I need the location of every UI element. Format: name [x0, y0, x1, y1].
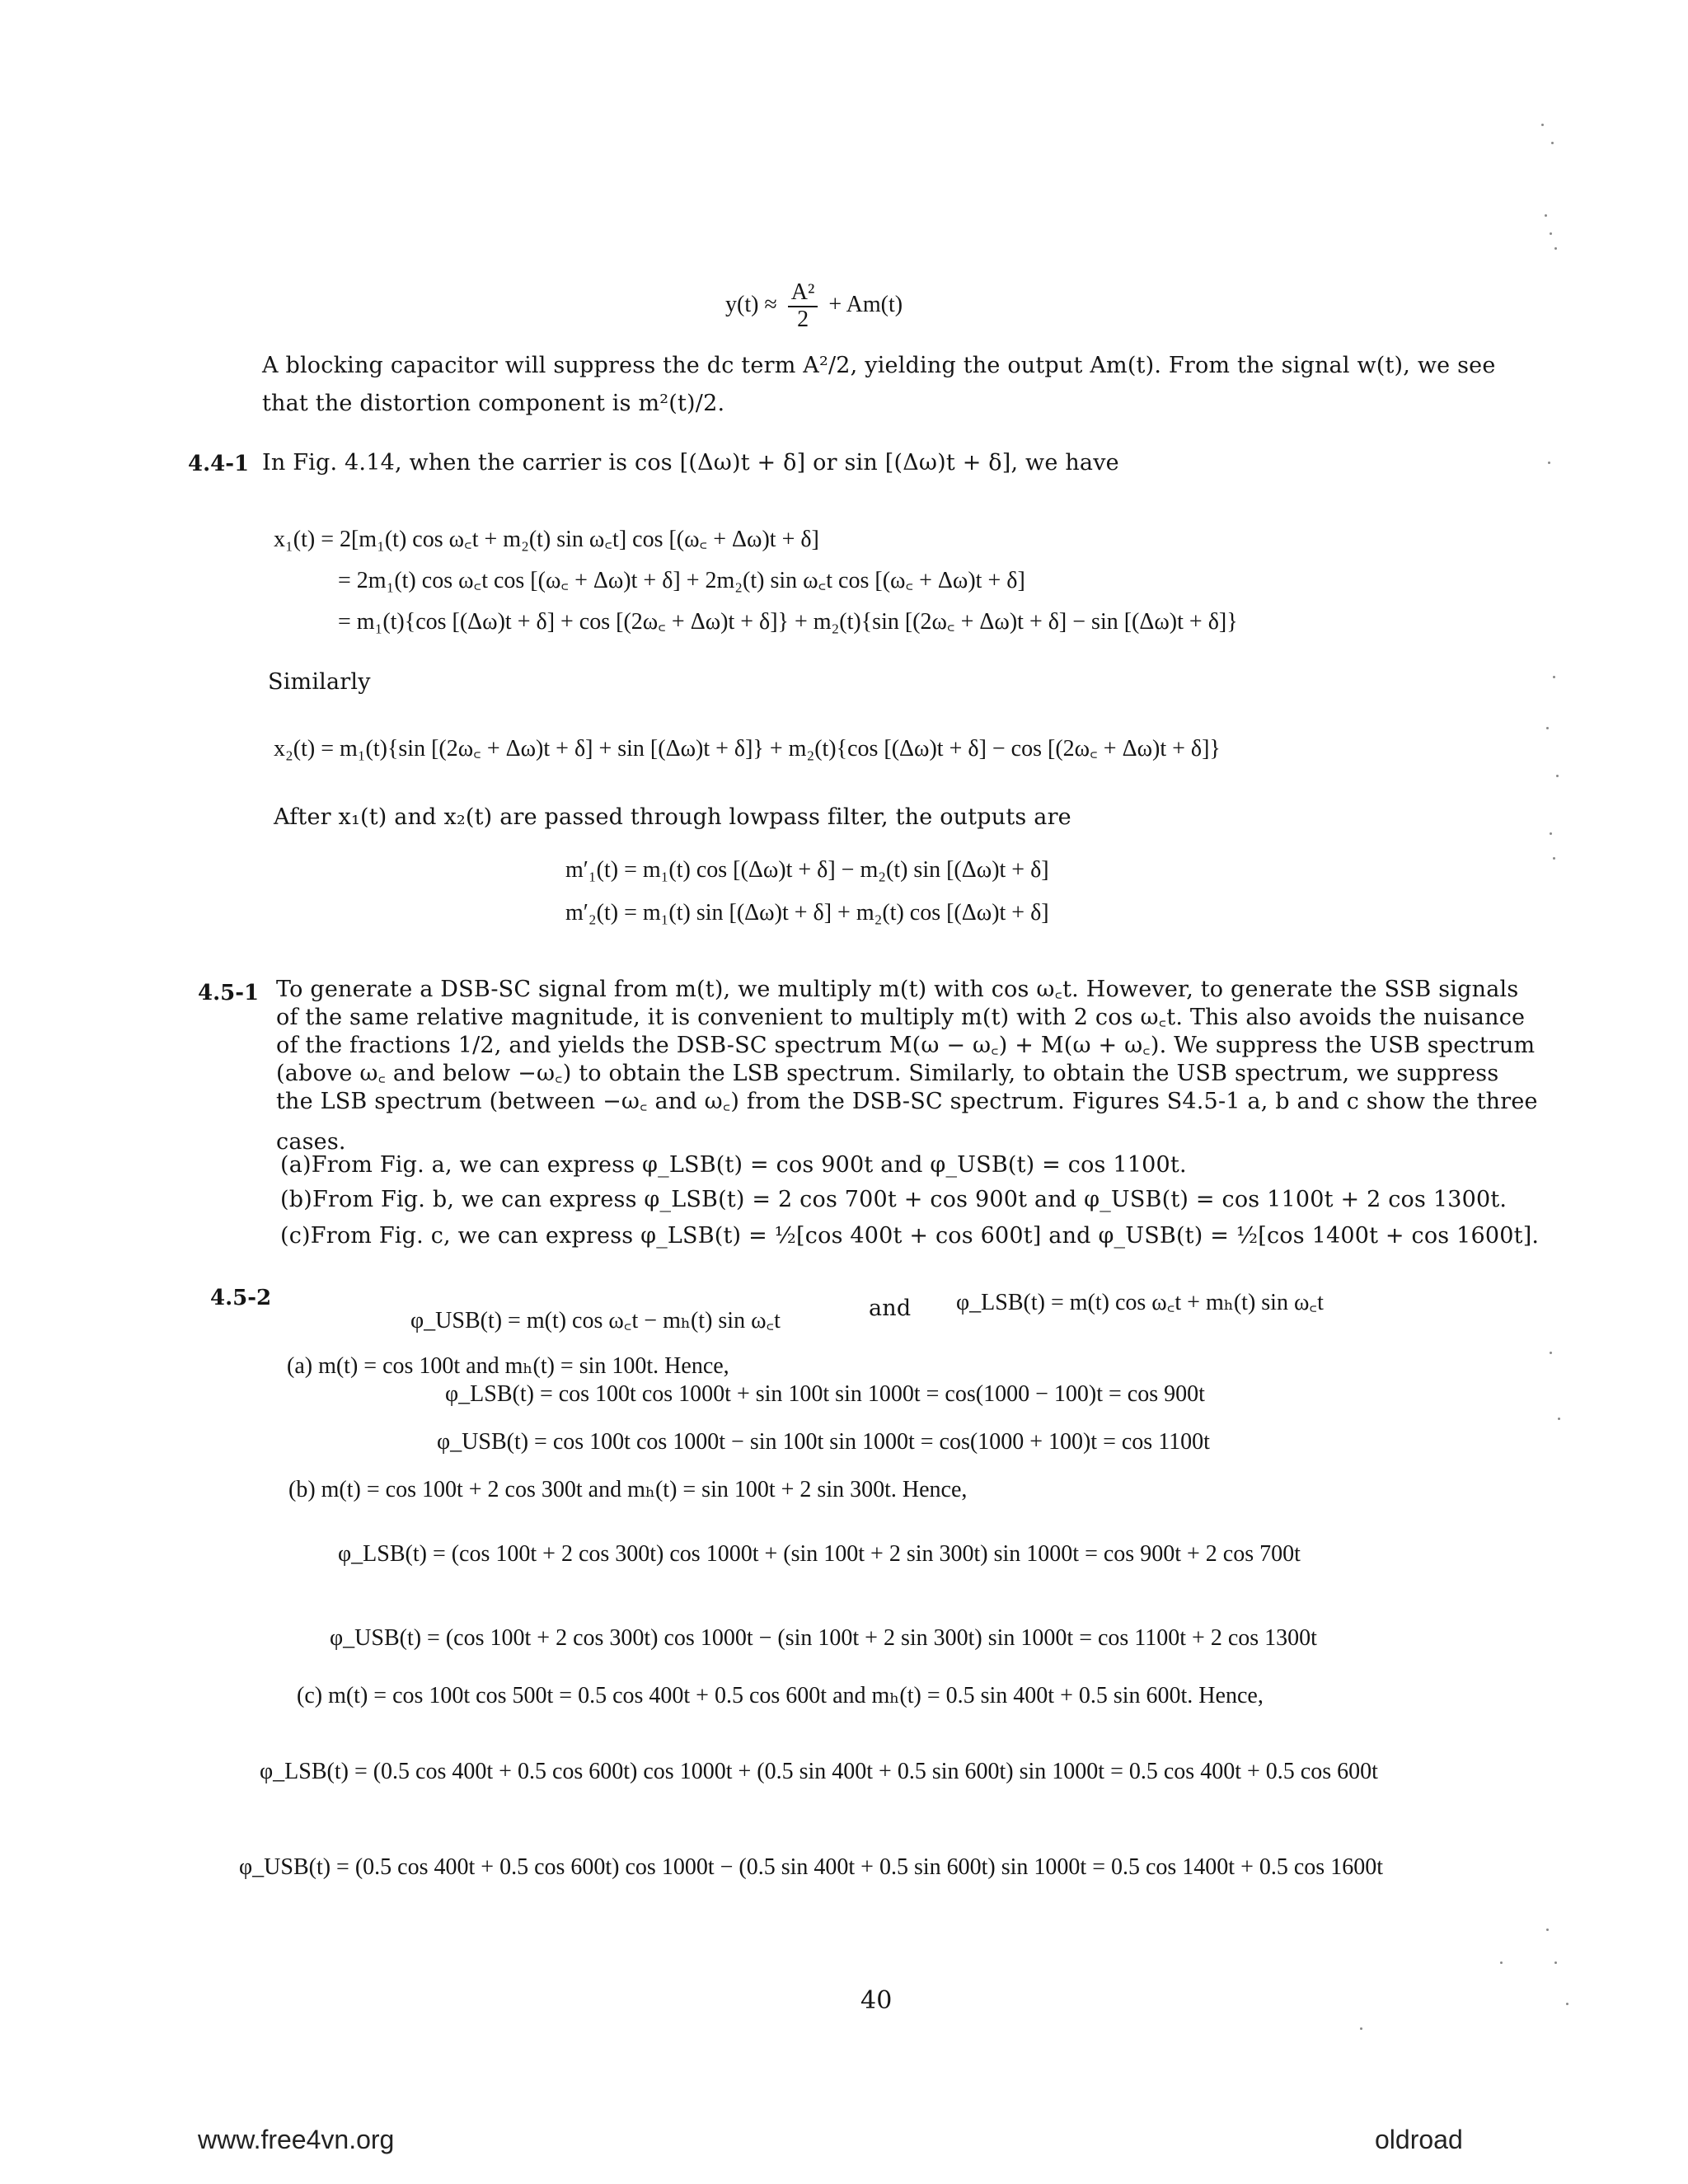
problem-4-5-1-part-a: (a)From Fig. a, we can express φ_LSB(t) = cos 900t and φ_USB(t) = cos 1100t. — [280, 1152, 1187, 1178]
part-b-usb: φ_USB(t) = (cos 100t + 2 cos 300t) cos 1000t − (sin 100t + 2 sin 300t) sin 1000t = cos 1100t + 2 cos 1300t — [330, 1625, 1317, 1651]
part-c-intro: (c) m(t) = cos 100t cos 500t = 0.5 cos 400t + 0.5 cos 600t and mₕ(t) = 0.5 sin 400t + 0.5 sin 600t. Hence, — [297, 1683, 1264, 1708]
problem-4-5-1-line-3: of the fractions 1/2, and yields the DSB-SC spectrum M(ω − ω꜀) + M(ω + ω꜀). We suppress the USB spectrum — [276, 1033, 1536, 1058]
top-equation-lhs: y(t) ≈ — [725, 292, 777, 318]
part-a-usb: φ_USB(t) = cos 100t cos 1000t − sin 100t sin 1000t = cos(1000 + 100)t = cos 1100t — [437, 1429, 1210, 1455]
problem-4-5-1-line-6: cases. — [276, 1129, 346, 1155]
problem-4-5-1-line-2: of the same relative magnitude, it is convenient to multiply m(t) with 2 cos ω꜀t. This also avoids the nuisance — [276, 1005, 1526, 1030]
part-c-lsb: φ_LSB(t) = (0.5 cos 400t + 0.5 cos 600t) cos 1000t + (0.5 sin 400t + 0.5 sin 600t) sin 1000t = 0.5 cos 400t + 0.5 cos 600t — [260, 1759, 1378, 1784]
problem-label-4-4-1: 4.4-1 — [188, 452, 250, 476]
fraction-denominator: 2 — [797, 306, 809, 332]
part-b-lsb: φ_LSB(t) = (cos 100t + 2 cos 300t) cos 1000t + (sin 100t + 2 sin 300t) sin 1000t = cos 900t + 2 cos 700t — [338, 1541, 1301, 1567]
part-c-usb: φ_USB(t) = (0.5 cos 400t + 0.5 cos 600t) cos 1000t − (0.5 sin 400t + 0.5 sin 600t) sin 1000t = 0.5 cos 1400t + 0.5 cos 1600t — [239, 1854, 1383, 1880]
footer-left-url[interactable]: www.free4vn.org — [198, 2125, 395, 2154]
x1-equation-line-1: x₁(t) = 2[m₁(t) cos ω꜀t + m₂(t) sin ω꜀t] cos [(ω꜀ + Δω)t + δ] — [274, 527, 819, 552]
x1-equation-line-3: = m₁(t){cos [(Δω)t + δ] + cos [(2ω꜀ + Δω)t + δ]} + m₂(t){sin [(2ω꜀ + Δω)t + δ] − sin [(Δω)t + δ]} — [338, 609, 1238, 635]
footer-right-text: oldroad — [1375, 2125, 1463, 2154]
part-a-lsb: φ_LSB(t) = cos 100t cos 1000t + sin 100t sin 1000t = cos(1000 − 100)t = cos 900t — [445, 1381, 1205, 1407]
fraction — [788, 280, 818, 333]
m2-prime-equation: m′₂(t) = m₁(t) sin [(Δω)t + δ] + m₂(t) cos [(Δω)t + δ] — [565, 900, 1049, 926]
m1-prime-equation: m′₁(t) = m₁(t) cos [(Δω)t + δ] − m₂(t) sin [(Δω)t + δ] — [565, 857, 1049, 883]
usb-definition: φ_USB(t) = m(t) cos ω꜀t − mₕ(t) sin ω꜀t — [410, 1308, 781, 1333]
problem-4-5-1-line-1: To generate a DSB-SC signal from m(t), we multiply m(t) with cos ω꜀t. However, to generate the SSB signals — [276, 977, 1519, 1002]
top-equation — [725, 280, 903, 333]
after-filter-text: After x₁(t) and x₂(t) are passed through lowpass filter, the outputs are — [274, 804, 1071, 830]
problem-label-4-5-1: 4.5-1 — [198, 981, 260, 1005]
problem-label-4-5-2: 4.5-2 — [210, 1286, 272, 1310]
x1-equation-line-2: = 2m₁(t) cos ω꜀t cos [(ω꜀ + Δω)t + δ] + 2m₂(t) sin ω꜀t cos [(ω꜀ + Δω)t + δ] — [338, 568, 1025, 593]
blocking-paragraph-line-1: A blocking capacitor will suppress the dc term A²/2, yielding the output Am(t). From the signal w(t), we see — [262, 353, 1496, 378]
problem-4-5-1-part-c: (c)From Fig. c, we can express φ_LSB(t) = ½[cos 400t + cos 600t] and φ_USB(t) = ½[cos 1400t + cos 1600t]. — [280, 1223, 1540, 1249]
and-connector: and — [869, 1296, 912, 1321]
problem-4-5-1-line-5: the LSB spectrum (between −ω꜀ and ω꜀) from the DSB-SC spectrum. Figures S4.5-1 a, b and c show the three — [276, 1089, 1538, 1114]
problem-4-5-1-line-4: (above ω꜀ and below −ω꜀) to obtain the LSB spectrum. Similarly, to obtain the USB spectrum, we suppress — [276, 1061, 1499, 1086]
blocking-paragraph-line-2: that the distortion component is m²(t)/2. — [262, 391, 725, 416]
top-equation-rhs: + Am(t) — [828, 292, 903, 318]
x2-equation: x₂(t) = m₁(t){sin [(2ω꜀ + Δω)t + δ] + sin [(Δω)t + δ]} + m₂(t){cos [(Δω)t + δ] − cos [(2ω꜀ + Δω)t + δ]} — [274, 736, 1221, 762]
problem-4-5-1-part-b: (b)From Fig. b, we can express φ_LSB(t) = 2 cos 700t + cos 900t and φ_USB(t) = cos 1100t + 2 cos 1300t. — [280, 1187, 1507, 1212]
page-number: 40 — [860, 1986, 893, 2015]
problem-4-4-1-intro: In Fig. 4.14, when the carrier is cos [(Δω)t + δ] or sin [(Δω)t + δ], we have — [262, 450, 1119, 476]
fraction-numerator: A² — [788, 280, 818, 307]
lsb-definition: φ_LSB(t) = m(t) cos ω꜀t + mₕ(t) sin ω꜀t — [956, 1290, 1324, 1315]
part-b-intro: (b) m(t) = cos 100t + 2 cos 300t and mₕ(t) = sin 100t + 2 sin 300t. Hence, — [288, 1477, 968, 1502]
similarly-text: Similarly — [268, 669, 371, 695]
part-a-intro: (a) m(t) = cos 100t and mₕ(t) = sin 100t. Hence, — [287, 1353, 729, 1379]
